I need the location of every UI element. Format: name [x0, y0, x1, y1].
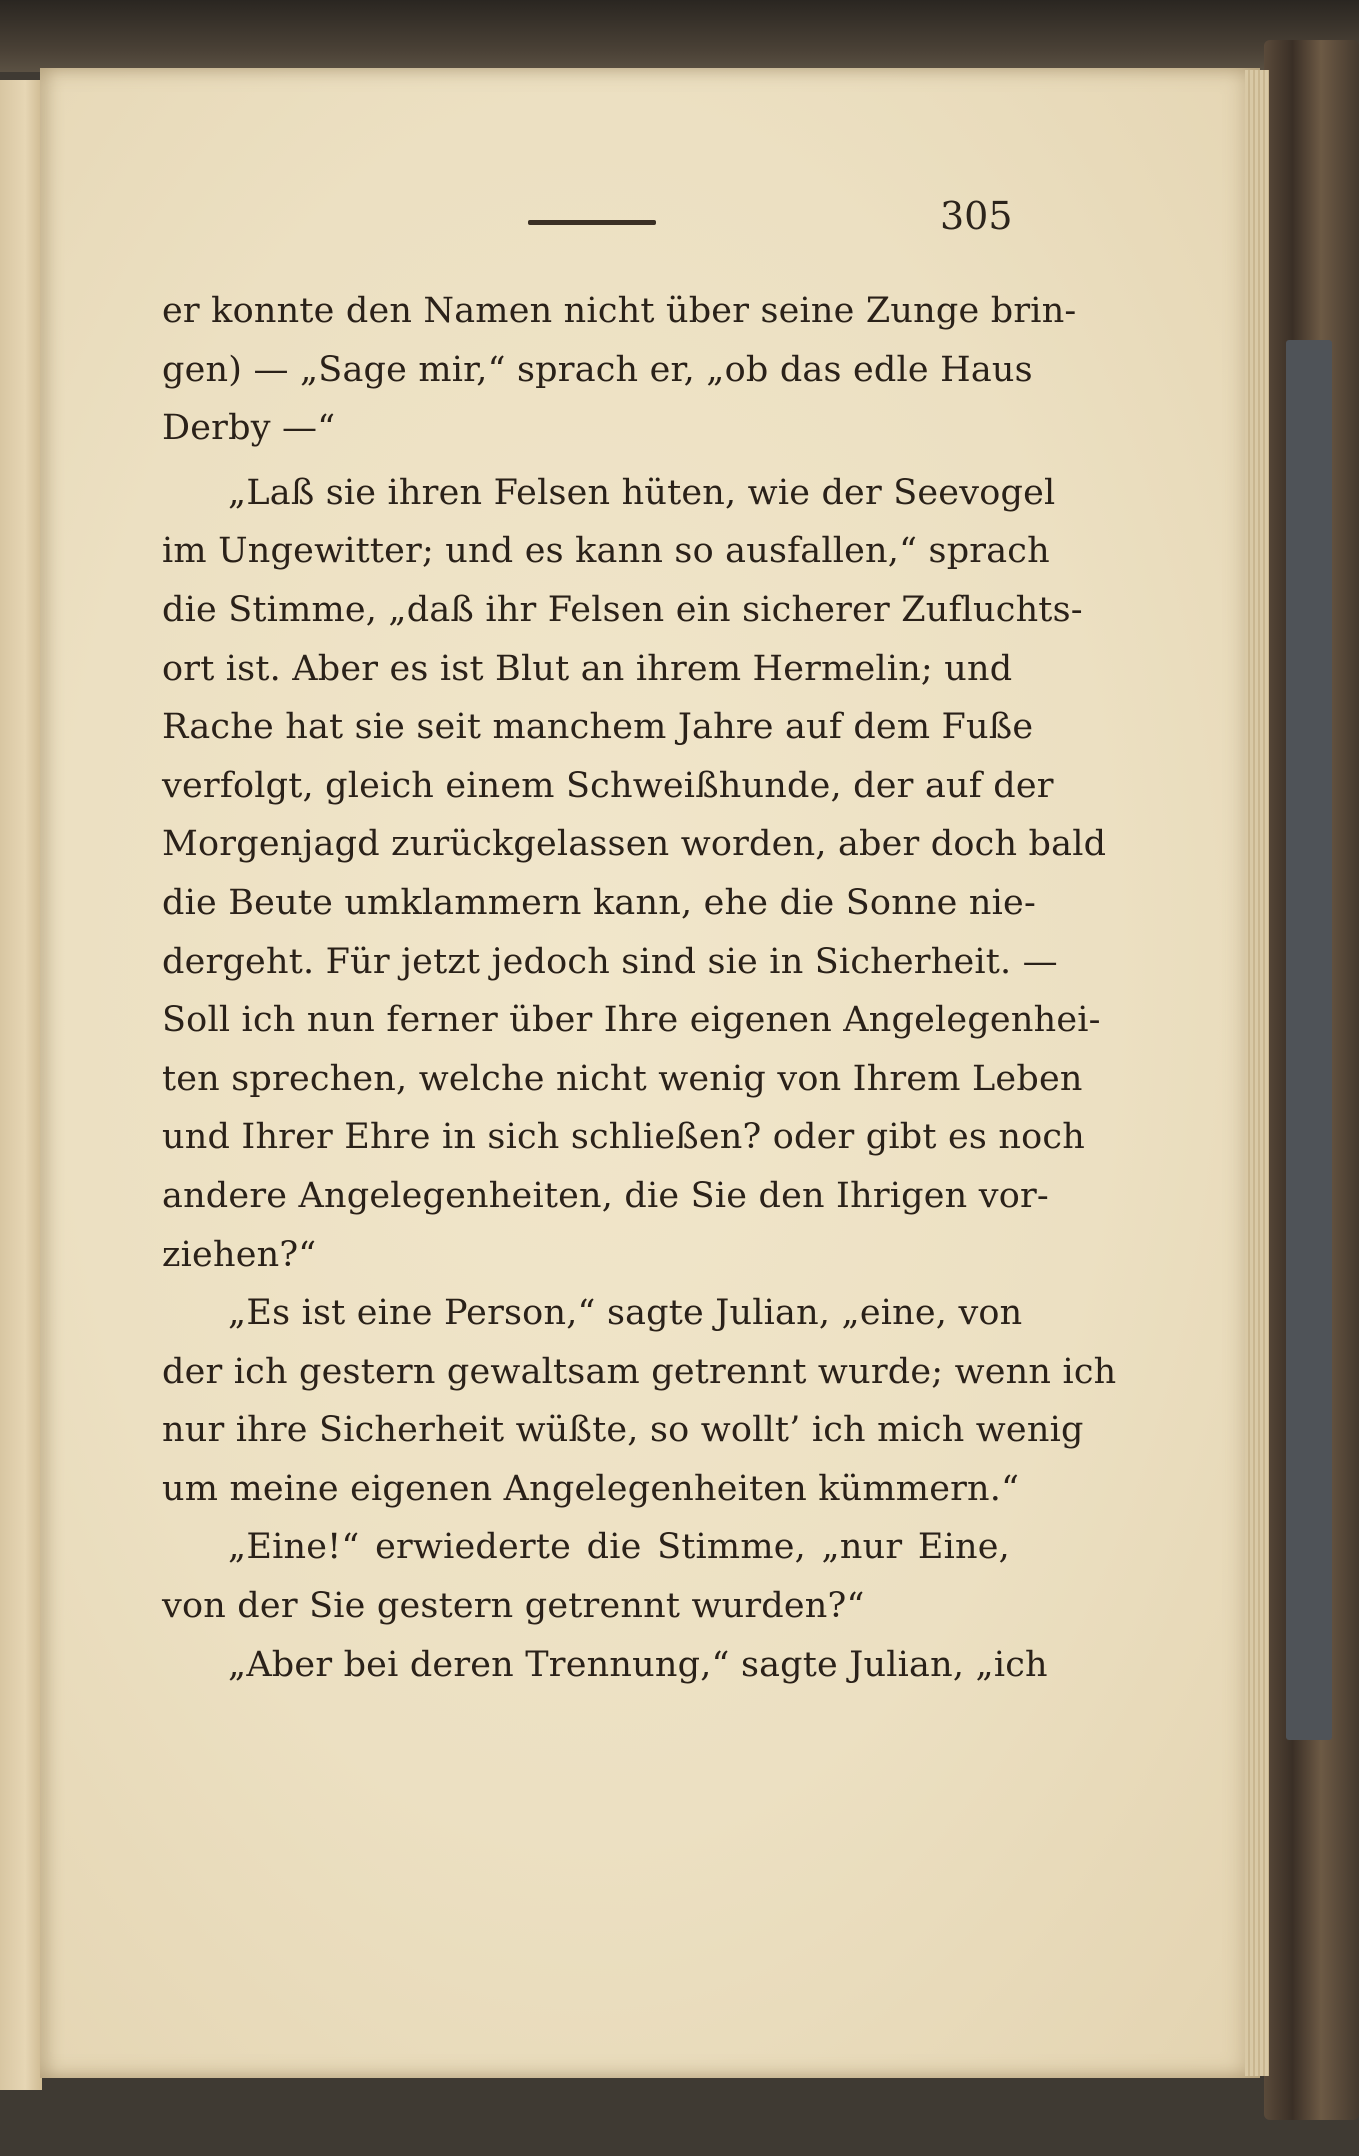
- text-line: ten sprechen, welche nicht wenig von Ihrem Leben: [162, 1058, 1083, 1099]
- text-line: Morgenjagd zurückgelassen worden, aber doch bald: [162, 824, 1107, 865]
- text-line: Rache hat sie seit manchem Jahre auf dem Fuße: [162, 707, 1034, 748]
- text-line: „Laß sie ihren Felsen hüten, wie der Seevogel: [228, 472, 1056, 513]
- text-line: im Ungewitter; und es kann so ausfallen,“ sprach: [162, 531, 1050, 572]
- text-line: gen) — „Sage mir,“ sprach er, „ob das edle Haus: [162, 349, 1033, 390]
- text-line: von der Sie gestern getrennt wurden?“: [162, 1586, 865, 1627]
- header-rule: [528, 220, 656, 225]
- text-line: um meine eigenen Angelegenheiten kümmern.“: [162, 1468, 1020, 1509]
- body-text: [162, 282, 1117, 1694]
- text-line: andere Angelegenheiten, die Sie den Ihrigen vor-: [162, 1175, 1049, 1216]
- text-line: Derby —“: [162, 408, 336, 449]
- text-line: und Ihrer Ehre in sich schließen? oder gibt es noch: [162, 1117, 1085, 1158]
- text-line: er konnte den Namen nicht über seine Zunge brin-: [162, 291, 1077, 331]
- text-line: die Beute umklammern kann, ehe die Sonne nie-: [162, 882, 1036, 923]
- book-binding-top: [0, 0, 1359, 72]
- text-line: „Es ist eine Person,“ sagte Julian, „eine, von: [228, 1293, 1023, 1334]
- text-line: der ich gestern gewaltsam getrennt wurde; wenn ich: [162, 1351, 1117, 1392]
- text-line: die Stimme, „daß ihr Felsen ein sicherer Zufluchts-: [162, 589, 1083, 630]
- previous-page-edge: [0, 80, 42, 2090]
- text-line: ort ist. Aber es ist Blut an ihrem Hermelin; und: [162, 648, 1013, 689]
- text-line: nur ihre Sicherheit wüßte, so wollt’ ich mich wenig: [162, 1410, 1084, 1451]
- text-line: dergeht. Für jetzt jedoch sind sie in Sicherheit. —: [162, 941, 1058, 982]
- text-line: ziehen?“: [162, 1234, 317, 1275]
- page-number: 305: [940, 194, 1013, 238]
- text-line: „Aber bei deren Trennung,“ sagte Julian, „ich: [228, 1644, 1048, 1685]
- text-line: „Eine!“ erwiederte die Stimme, „nur Eine,: [228, 1527, 1010, 1568]
- book-cover-edge: [1264, 40, 1359, 2120]
- text-line: verfolgt, gleich einem Schweißhunde, der auf der: [162, 765, 1054, 806]
- page-stack-edge: [1245, 70, 1269, 2076]
- cover-leather-strip: [1286, 340, 1332, 1740]
- text-line: Soll ich nun ferner über Ihre eigenen Angelegenhei-: [162, 1000, 1101, 1041]
